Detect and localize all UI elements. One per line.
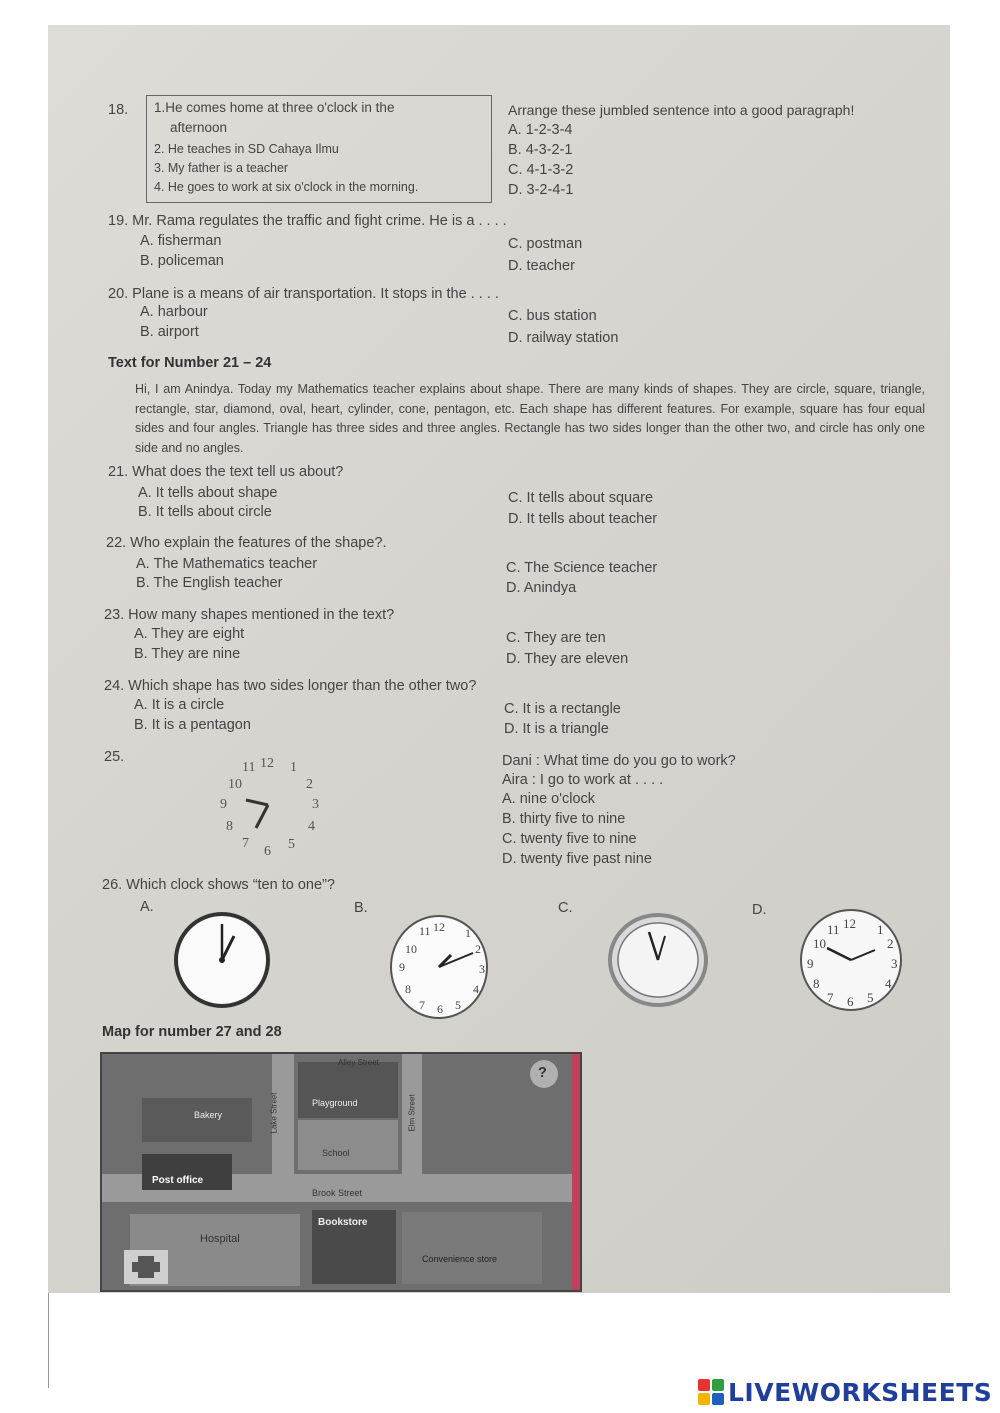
svg-text:2: 2: [887, 936, 894, 951]
svg-text:4: 4: [473, 982, 479, 996]
svg-text:1: 1: [465, 926, 471, 940]
q26-clock-a-icon: [172, 910, 272, 1010]
q18-number: 18.: [108, 102, 129, 118]
q25-option-c: C. twenty five to nine: [502, 831, 637, 847]
svg-text:3: 3: [312, 797, 319, 812]
svg-text:3: 3: [479, 962, 485, 976]
q22-option-a: A. The Mathematics teacher: [136, 556, 318, 572]
liveworksheets-logo-icon: [698, 1379, 724, 1405]
svg-text:1: 1: [877, 922, 884, 937]
svg-text:7: 7: [242, 836, 249, 851]
map-convenience-store: Convenience store: [422, 1254, 498, 1264]
q22-option-c: C. The Science teacher: [506, 560, 658, 576]
q25-clock-icon: [214, 752, 326, 860]
q23-option-c: C. They are ten: [506, 630, 606, 646]
map-bakery: Bakery: [194, 1110, 223, 1120]
map-hospital: Hospital: [200, 1233, 240, 1245]
svg-text:11: 11: [827, 922, 840, 937]
svg-text:9: 9: [220, 797, 227, 812]
q21-option-d: D. It tells about teacher: [508, 511, 658, 527]
map-brook-street: Brook Street: [312, 1188, 363, 1198]
q24-question: 24. Which shape has two sides longer than the other two?: [104, 678, 477, 694]
svg-text:1: 1: [290, 760, 297, 775]
q24-option-d: D. It is a triangle: [504, 721, 609, 737]
svg-text:5: 5: [288, 837, 295, 852]
map-elm-street: Elm Street: [407, 1094, 417, 1132]
q22-option-b: B. The English teacher: [136, 575, 283, 591]
svg-text:12: 12: [260, 756, 274, 771]
q26-clock-b-icon: [387, 913, 491, 1021]
q26-label-a: A.: [140, 899, 154, 915]
q24-option-b: B. It is a pentagon: [134, 717, 251, 733]
svg-text:4: 4: [885, 976, 892, 991]
svg-text:2: 2: [306, 777, 313, 792]
q18-sentence-3: 3. My father is a teacher: [154, 161, 289, 175]
q20-option-b: B. airport: [140, 324, 199, 340]
svg-text:5: 5: [455, 998, 461, 1012]
svg-text:6: 6: [264, 844, 271, 859]
q26-label-c: C.: [558, 900, 573, 916]
q18-option-b: B. 4-3-2-1: [508, 142, 573, 158]
map-heading: Map for number 27 and 28: [102, 1024, 282, 1040]
q22-question: 22. Who explain the features of the shape?.: [106, 535, 387, 551]
q19-option-d: D. teacher: [508, 258, 575, 274]
q26-question: 26. Which clock shows “ten to one”?: [102, 877, 335, 893]
q23-option-b: B. They are nine: [134, 646, 241, 662]
q21-option-b: B. It tells about circle: [138, 504, 272, 520]
svg-text:5: 5: [867, 990, 874, 1005]
q24-option-a: A. It is a circle: [134, 697, 225, 713]
q18-option-c: C. 4-1-3-2: [508, 162, 574, 178]
svg-text:6: 6: [847, 994, 854, 1009]
q23-option-d: D. They are eleven: [506, 651, 629, 667]
svg-text:9: 9: [399, 960, 405, 974]
q25-dialog-dani: Dani : What time do you go to work?: [502, 753, 736, 769]
svg-text:11: 11: [419, 924, 431, 938]
q18-sentence-2: 2. He teaches in SD Cahaya Ilmu: [154, 142, 339, 156]
svg-text:10: 10: [813, 936, 826, 951]
q19-option-a: A. fisherman: [140, 233, 222, 249]
svg-text:9: 9: [807, 956, 814, 971]
q19-option-b: B. policeman: [140, 253, 224, 269]
q20-question: 20. Plane is a means of air transportation. It stops in the . . . .: [108, 286, 499, 302]
q18-option-a: A. 1-2-3-4: [508, 122, 573, 138]
q20-option-a: A. harbour: [140, 304, 208, 320]
town-map: [100, 1052, 582, 1292]
q26-label-d: D.: [752, 902, 767, 918]
q18-prompt: Arrange these jumbled sentence into a good paragraph!: [508, 102, 855, 118]
map-school: School: [322, 1148, 350, 1158]
svg-text:2: 2: [475, 942, 481, 956]
map-question-icon: ?: [538, 1065, 547, 1081]
liveworksheets-logo: [698, 1378, 992, 1406]
svg-text:4: 4: [308, 819, 315, 834]
q26-clock-c-icon: [607, 912, 709, 1008]
svg-text:10: 10: [228, 777, 242, 792]
q24-option-c: C. It is a rectangle: [504, 701, 621, 717]
svg-text:7: 7: [827, 990, 834, 1005]
reading-text: Hi, I am Anindya. Today my Mathematics teacher explains about shape. There are many kinds of shapes. They are circle, square, triangle, rectangle, star, diamond, oval, heart, cylinder, cone, pentagon, etc. Each shape has different features. For example, square has four equal sides and four angles. Triangle has three sides and three angles. Rectangle has two sides longer than the other two, and circle has only one side and no angles.: [135, 382, 925, 455]
q18-sentence-4: 4. He goes to work at six o'clock in the morning.: [154, 180, 419, 194]
svg-text:10: 10: [405, 942, 417, 956]
page-edge-line: [48, 1293, 49, 1388]
q23-question: 23. How many shapes mentioned in the text?: [104, 607, 395, 623]
map-alley-street: Alley Street: [338, 1058, 379, 1067]
svg-text:6: 6: [437, 1002, 443, 1016]
svg-text:3: 3: [891, 956, 898, 971]
svg-text:12: 12: [843, 916, 856, 931]
svg-text:8: 8: [813, 976, 820, 991]
q18-sentence-1b: afternoon: [170, 120, 228, 135]
q21-option-c: C. It tells about square: [508, 490, 654, 506]
q23-option-a: A. They are eight: [134, 626, 245, 642]
q25-option-a: A. nine o'clock: [502, 791, 596, 807]
q21-question: 21. What does the text tell us about?: [108, 464, 344, 480]
q26-label-b: B.: [354, 900, 368, 916]
q19-option-c: C. postman: [508, 236, 583, 252]
q18-option-d: D. 3-2-4-1: [508, 182, 574, 198]
map-lake-street: Lake Street: [269, 1092, 279, 1134]
q19-question: 19. Mr. Rama regulates the traffic and fight crime. He is a . . . .: [108, 213, 507, 229]
svg-text:7: 7: [419, 998, 425, 1012]
q18-sentence-1: 1.He comes home at three o'clock in the: [154, 100, 395, 115]
svg-text:11: 11: [242, 760, 256, 775]
svg-text:8: 8: [226, 819, 233, 834]
q25-option-d: D. twenty five past nine: [502, 851, 652, 867]
q20-option-c: C. bus station: [508, 308, 597, 324]
text-heading: Text for Number 21 – 24: [108, 355, 272, 371]
q25-option-b: B. thirty five to nine: [502, 811, 626, 827]
map-post-office: Post office: [152, 1175, 204, 1186]
q22-option-d: D. Anindya: [506, 580, 577, 596]
svg-text:12: 12: [433, 920, 445, 934]
q20-option-d: D. railway station: [508, 330, 619, 346]
q21-option-a: A. It tells about shape: [138, 485, 278, 501]
q26-clock-d-icon: [797, 906, 905, 1014]
svg-text:8: 8: [405, 982, 411, 996]
map-bookstore: Bookstore: [318, 1217, 368, 1228]
q25-dialog-aira: Aira : I go to work at . . . .: [502, 772, 664, 788]
q25-number: 25.: [104, 749, 125, 765]
map-playground: Playground: [312, 1098, 358, 1108]
liveworksheets-brand: LIVEWORKSHEETS: [728, 1377, 993, 1407]
